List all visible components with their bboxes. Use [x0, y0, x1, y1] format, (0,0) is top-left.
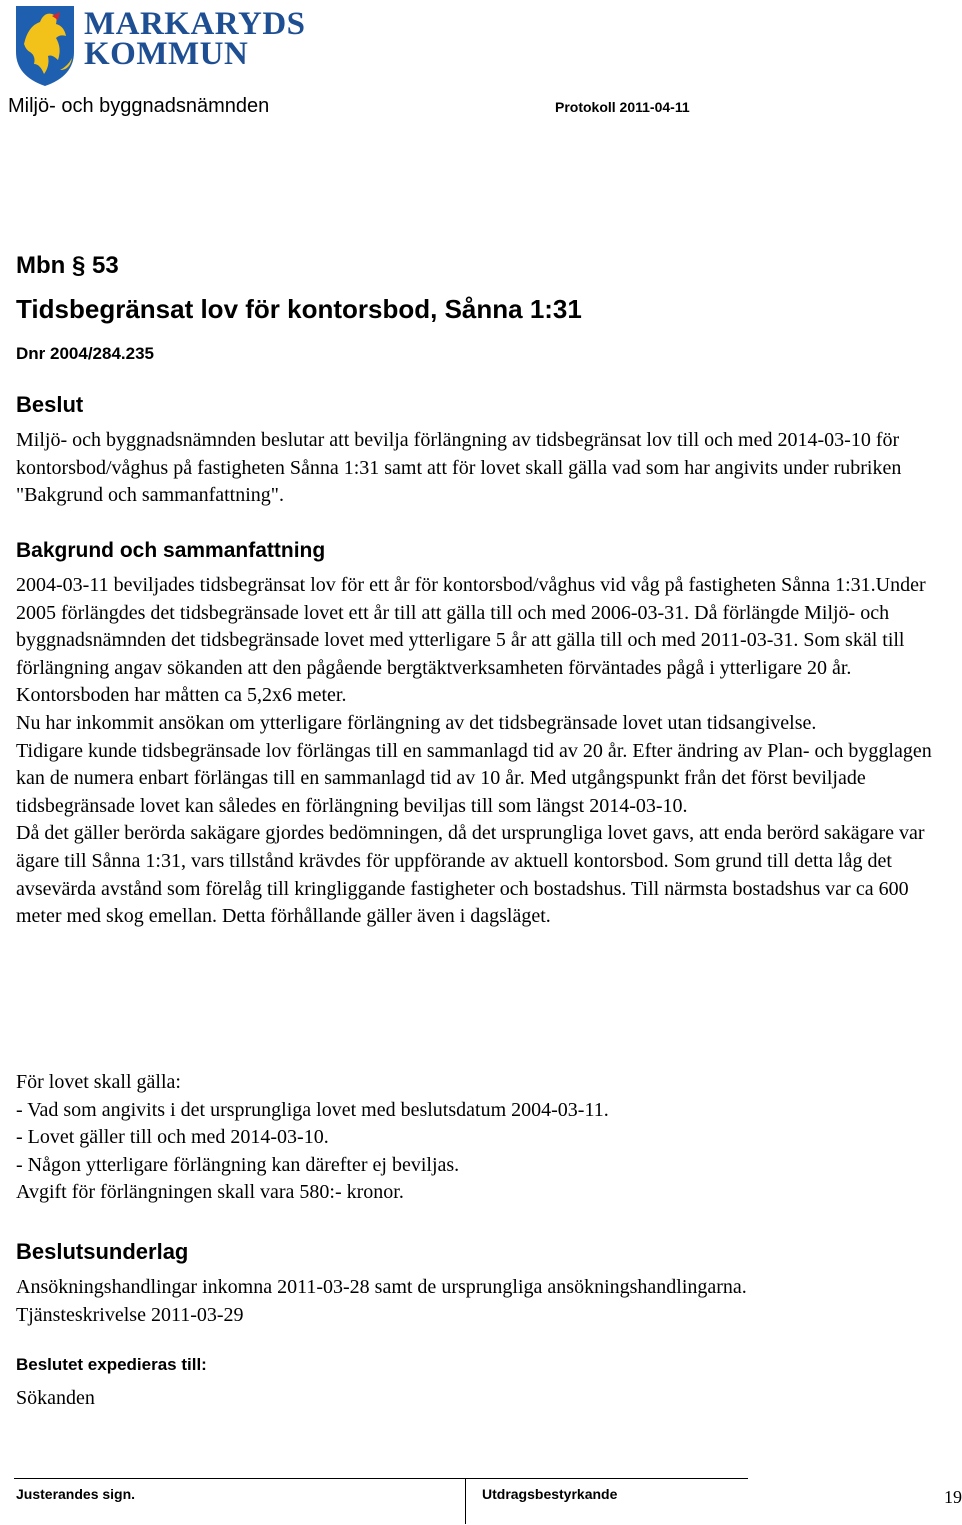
fee-text: Avgift för förlängningen skall vara 580:- kronor.	[16, 1181, 404, 1204]
protocol-date: Protokoll 2011-04-11	[555, 99, 690, 115]
diary-number: Dnr 2004/284.235	[16, 344, 154, 363]
footer-column-divider	[465, 1478, 466, 1524]
logo-line-1: MARKARYDS	[84, 6, 306, 42]
underlag-heading: Beslutsunderlag	[16, 1239, 189, 1264]
logo-line-2: KOMMUN	[84, 36, 249, 72]
page-title: Tidsbegränsat lov för kontorsbod, Sånna 1:31	[16, 294, 582, 324]
recipient: Sökanden	[16, 1387, 95, 1409]
underlag-line-1: Ansökningshandlingar inkomna 2011-03-28 samt de ursprungliga ansökningshandlingarna.	[16, 1276, 747, 1298]
beslut-heading: Beslut	[16, 392, 84, 417]
bakgrund-text	[16, 572, 936, 931]
conditions-intro: För lovet skall gälla:	[16, 1071, 181, 1093]
committee-name: Miljö- och byggnadsnämnden	[8, 95, 270, 117]
footer-utdrag: Utdragsbestyrkande	[482, 1486, 618, 1502]
bakgrund-paragraph-2: Kontorsboden har måtten ca 5,2x6 meter.	[16, 684, 347, 707]
bakgrund-paragraph-3: Nu har inkommit ansökan om ytterligare förlängning av det tidsbegränsade lovet utan tidsangivelse.	[16, 711, 817, 734]
underlag-text	[16, 1274, 936, 1329]
underlag-line-2: Tjänsteskrivelse 2011-03-29	[16, 1303, 244, 1326]
conditions-block	[16, 1069, 936, 1207]
case-number: Mbn § 53	[16, 252, 119, 279]
footer-justerandes: Justerandes sign.	[16, 1486, 136, 1502]
condition-item: - Någon ytterligare förlängning kan därefter ej beviljas.	[16, 1153, 460, 1176]
bakgrund-paragraph-4: Tidigare kunde tidsbegränsade lov förlängas till en sammanlagd tid av 20 år. Efter ändring av Plan- och bygglagen kan de numera enbart förlängas till en sammanlagd tid av 10 år. Med utgångspunkt från det först beviljade tidsbegränsade lovet kan således en förlängning beviljas till som längst 2014-03-10.	[16, 739, 932, 817]
bakgrund-paragraph-1: 2004-03-11 beviljades tidsbegränsat lov för ett år för kontorsbod/våghus vid våg på fastigheten Sånna 1:31.Under 2005 förlängdes det tidsbegränsade lovet ett år till att gälla till och med 2006-03-31. Då förlängde Miljö- och byggnadsnämnden det tidsbegränsade lovet med ytterligare 5 år att gälla till och med 2011-03-31. Som skäl till förlängning angav sökanden att den pågående bergtäktverksamheten förväntades pågå i ytterligare 20 år.	[16, 574, 926, 679]
beslut-paragraph: Miljö- och byggnadsnämnden beslutar att bevilja förlängning av tidsbegränsat lov till och med 2014-03-10 för kontorsbod/våghus på fastigheten Sånna 1:31 samt att för lovet skall gälla vad som har angivits under rubriken "Bakgrund och sammanfattning".	[16, 429, 902, 507]
bakgrund-paragraph-5: Då det gäller berörda sakägare gjordes bedömningen, då det ursprungliga lovet gavs, att enda berörd sakägare var ägare till Sånna 1:31, vars tillstånd krävdes för uppförande av aktuell kontorsbod. Som grund till detta låg det avsevärda avstånd som förelåg till kringliggande fastigheter och bostadshus. Till närmsta bostadshus var ca 600 meter med skog emellan. Detta förhållande gäller även i dagsläget.	[16, 822, 925, 928]
condition-item: - Lovet gäller till och med 2014-03-10.	[16, 1126, 329, 1149]
page-number: 19	[944, 1487, 962, 1507]
griffin-shield-icon	[14, 4, 76, 88]
condition-item: - Vad som angivits i det ursprungliga lovet med beslutsdatum 2004-03-11.	[16, 1098, 609, 1121]
expedieras-heading: Beslutet expedieras till:	[16, 1355, 207, 1374]
footer-divider	[14, 1478, 748, 1479]
bakgrund-heading: Bakgrund och sammanfattning	[16, 539, 326, 562]
expedieras-text	[16, 1385, 936, 1413]
beslut-text	[16, 427, 936, 510]
municipality-logo	[14, 4, 304, 88]
